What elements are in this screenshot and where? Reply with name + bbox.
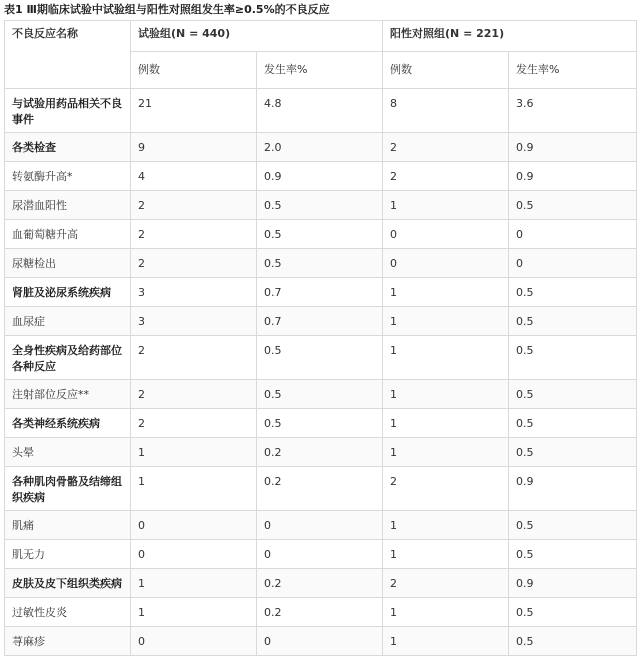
header-control-cases: 例数 xyxy=(383,52,509,89)
test-cases-cell: 0 xyxy=(131,511,257,540)
reaction-name-cell: 各类神经系统疾病 xyxy=(5,409,131,438)
test-rate-cell: 0.5 xyxy=(257,336,383,380)
control-rate-cell: 0.9 xyxy=(509,162,637,191)
table-row xyxy=(5,278,637,307)
header-control-group: 阳性对照组(N = 221) xyxy=(383,21,637,52)
reaction-name-cell: 荨麻疹 xyxy=(5,627,131,656)
reaction-name-cell: 各类检查 xyxy=(5,133,131,162)
adverse-reactions-table xyxy=(4,20,637,656)
test-cases-cell: 2 xyxy=(131,249,257,278)
test-rate-cell: 0.5 xyxy=(257,409,383,438)
test-rate-cell: 0 xyxy=(257,511,383,540)
control-cases-cell: 2 xyxy=(383,162,509,191)
control-rate-cell: 0.9 xyxy=(509,467,637,511)
control-cases-cell: 1 xyxy=(383,380,509,409)
test-cases-cell: 4 xyxy=(131,162,257,191)
test-rate-cell: 0.5 xyxy=(257,249,383,278)
table-row xyxy=(5,409,637,438)
reaction-name-cell: 肌无力 xyxy=(5,540,131,569)
control-rate-cell: 0.5 xyxy=(509,307,637,336)
test-cases-cell: 21 xyxy=(131,89,257,133)
header-test-cases: 例数 xyxy=(131,52,257,89)
header-row-groups xyxy=(5,21,637,52)
control-cases-cell: 1 xyxy=(383,540,509,569)
test-rate-cell: 0.2 xyxy=(257,569,383,598)
test-rate-cell: 2.0 xyxy=(257,133,383,162)
table-row xyxy=(5,598,637,627)
test-rate-cell: 0 xyxy=(257,627,383,656)
table-row xyxy=(5,133,637,162)
control-rate-cell: 0 xyxy=(509,220,637,249)
reaction-name-cell: 血尿症 xyxy=(5,307,131,336)
control-rate-cell: 0 xyxy=(509,249,637,278)
table-row xyxy=(5,627,637,656)
control-rate-cell: 0.5 xyxy=(509,627,637,656)
test-cases-cell: 3 xyxy=(131,307,257,336)
table-row xyxy=(5,191,637,220)
header-test-group: 试验组(N = 440) xyxy=(131,21,383,52)
table-row xyxy=(5,336,637,380)
test-cases-cell: 2 xyxy=(131,336,257,380)
reaction-name-cell: 转氨酶升高* xyxy=(5,162,131,191)
control-rate-cell: 0.5 xyxy=(509,438,637,467)
control-cases-cell: 1 xyxy=(383,307,509,336)
control-cases-cell: 1 xyxy=(383,409,509,438)
reaction-name-cell: 全身性疾病及给药部位各种反应 xyxy=(5,336,131,380)
control-cases-cell: 2 xyxy=(383,133,509,162)
control-rate-cell: 0.5 xyxy=(509,336,637,380)
control-rate-cell: 0.5 xyxy=(509,540,637,569)
control-cases-cell: 1 xyxy=(383,627,509,656)
header-test-rate: 发生率% xyxy=(257,52,383,89)
control-cases-cell: 0 xyxy=(383,220,509,249)
test-rate-cell: 0.2 xyxy=(257,438,383,467)
test-rate-cell: 4.8 xyxy=(257,89,383,133)
header-name: 不良反应名称 xyxy=(5,21,131,89)
control-rate-cell: 0.5 xyxy=(509,191,637,220)
control-rate-cell: 0.5 xyxy=(509,380,637,409)
control-cases-cell: 1 xyxy=(383,438,509,467)
control-rate-cell: 3.6 xyxy=(509,89,637,133)
table-body xyxy=(5,89,637,656)
control-cases-cell: 1 xyxy=(383,191,509,220)
test-cases-cell: 3 xyxy=(131,278,257,307)
reaction-name-cell: 尿潜血阳性 xyxy=(5,191,131,220)
test-cases-cell: 2 xyxy=(131,220,257,249)
table-row xyxy=(5,511,637,540)
table-caption: 表1 Ⅲ期临床试验中试验组与阳性对照组发生率≥0.5%的不良反应 xyxy=(4,3,330,16)
control-rate-cell: 0.5 xyxy=(509,598,637,627)
reaction-name-cell: 尿糖检出 xyxy=(5,249,131,278)
reaction-name-cell: 头晕 xyxy=(5,438,131,467)
control-cases-cell: 1 xyxy=(383,278,509,307)
reaction-name-cell: 血葡萄糖升高 xyxy=(5,220,131,249)
table-row xyxy=(5,467,637,511)
table-row xyxy=(5,540,637,569)
test-rate-cell: 0.2 xyxy=(257,467,383,511)
table-row xyxy=(5,569,637,598)
control-cases-cell: 8 xyxy=(383,89,509,133)
control-rate-cell: 0.5 xyxy=(509,409,637,438)
control-cases-cell: 1 xyxy=(383,511,509,540)
table-row xyxy=(5,89,637,133)
reaction-name-cell: 与试验用药品相关不良事件 xyxy=(5,89,131,133)
test-rate-cell: 0.5 xyxy=(257,191,383,220)
reaction-name-cell: 过敏性皮炎 xyxy=(5,598,131,627)
test-rate-cell: 0.5 xyxy=(257,380,383,409)
test-cases-cell: 2 xyxy=(131,380,257,409)
reaction-name-cell: 注射部位反应** xyxy=(5,380,131,409)
test-rate-cell: 0.2 xyxy=(257,598,383,627)
test-rate-cell: 0.7 xyxy=(257,278,383,307)
table-row xyxy=(5,249,637,278)
control-cases-cell: 2 xyxy=(383,569,509,598)
control-cases-cell: 1 xyxy=(383,336,509,380)
test-rate-cell: 0.7 xyxy=(257,307,383,336)
test-rate-cell: 0.9 xyxy=(257,162,383,191)
test-rate-cell: 0 xyxy=(257,540,383,569)
test-cases-cell: 2 xyxy=(131,409,257,438)
table-row xyxy=(5,220,637,249)
test-cases-cell: 9 xyxy=(131,133,257,162)
control-cases-cell: 2 xyxy=(383,467,509,511)
test-cases-cell: 2 xyxy=(131,191,257,220)
reaction-name-cell: 皮肤及皮下组织类疾病 xyxy=(5,569,131,598)
control-rate-cell: 0.5 xyxy=(509,511,637,540)
test-cases-cell: 1 xyxy=(131,598,257,627)
control-rate-cell: 0.9 xyxy=(509,569,637,598)
table-row xyxy=(5,438,637,467)
test-cases-cell: 1 xyxy=(131,438,257,467)
test-cases-cell: 0 xyxy=(131,627,257,656)
test-cases-cell: 1 xyxy=(131,467,257,511)
table-row xyxy=(5,307,637,336)
reaction-name-cell: 肌痛 xyxy=(5,511,131,540)
reaction-name-cell: 肾脏及泌尿系统疾病 xyxy=(5,278,131,307)
control-cases-cell: 0 xyxy=(383,249,509,278)
header-control-rate: 发生率% xyxy=(509,52,637,89)
table-row xyxy=(5,380,637,409)
test-cases-cell: 1 xyxy=(131,569,257,598)
table-row xyxy=(5,162,637,191)
control-rate-cell: 0.9 xyxy=(509,133,637,162)
test-rate-cell: 0.5 xyxy=(257,220,383,249)
reaction-name-cell: 各种肌肉骨骼及结缔组织疾病 xyxy=(5,467,131,511)
control-rate-cell: 0.5 xyxy=(509,278,637,307)
test-cases-cell: 0 xyxy=(131,540,257,569)
control-cases-cell: 1 xyxy=(383,598,509,627)
